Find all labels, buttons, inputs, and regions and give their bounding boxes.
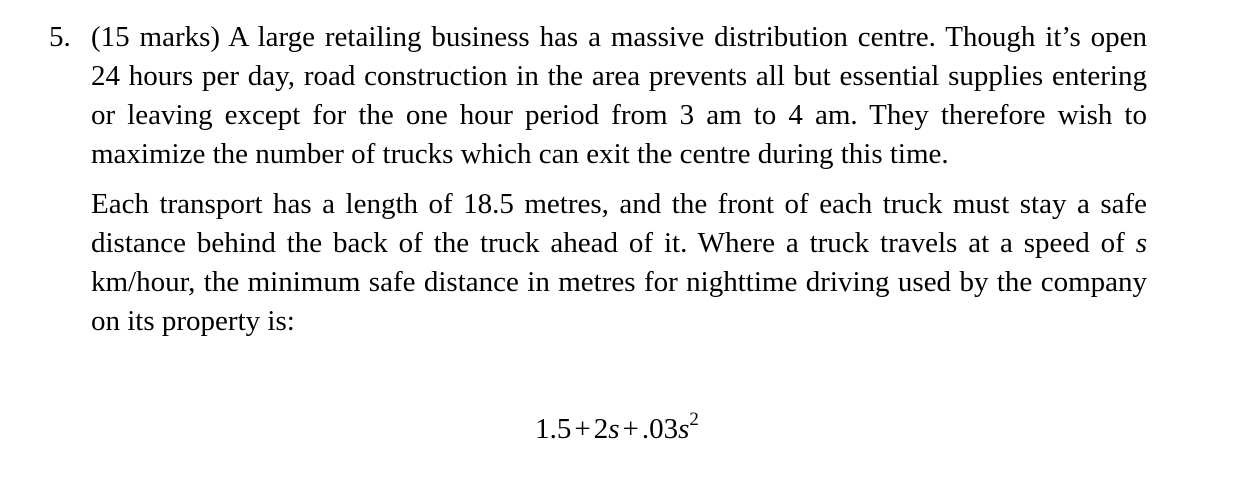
problem-paragraph-2 xyxy=(91,185,1147,341)
problem-number: 5. xyxy=(49,21,71,53)
formula-quadratic-coefficient: .03 xyxy=(641,413,679,445)
formula-linear-variable: s xyxy=(608,413,620,445)
marks-label: (15 marks) xyxy=(91,21,221,53)
problem-paragraph-1 xyxy=(91,18,1147,174)
formula-quadratic-variable: s xyxy=(678,413,690,445)
formula-linear-coefficient: 2 xyxy=(593,413,609,445)
paragraph-2-text-end: km/hour, the minimum safe distance in metres for nighttime driving used by the company on its property is: xyxy=(91,266,1147,337)
speed-variable: s xyxy=(1135,227,1147,259)
paragraph-1-text: A large retailing business has a massive distribution centre. Though it’s open 24 hours per day, road construction in the area prevents all but essential supplies entering or leaving except for the one hour period from 3 am to 4 am. They therefore wish to maximize the number of trucks which can exit the centre during this time. xyxy=(91,21,1147,170)
formula-constant: 1.5 xyxy=(535,413,572,445)
problem-body xyxy=(91,18,1147,341)
formula-plus-2: + xyxy=(622,413,639,445)
safe-distance-formula xyxy=(0,410,1234,449)
formula-exponent: 2 xyxy=(689,409,699,430)
formula-plus-1: + xyxy=(574,413,591,445)
paragraph-2-text-start: Each transport has a length of 18.5 metres, and the front of each truck must stay a safe distance behind the back of the truck ahead of it. Where a truck travels at a speed of xyxy=(91,188,1147,259)
problem-5 xyxy=(49,18,1149,341)
